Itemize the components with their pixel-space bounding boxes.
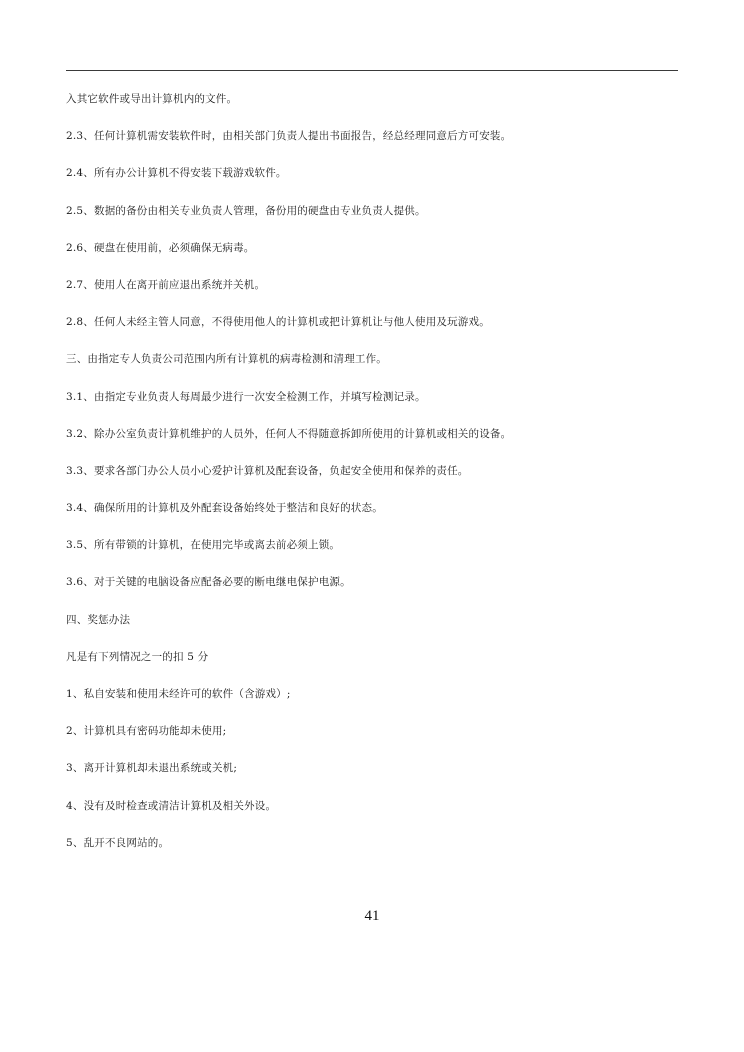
paragraph: 2.7、使用人在离开前应退出系统并关机。 [66, 278, 266, 291]
paragraph: 3.6、对于关键的电脑设备应配备必要的断电继电保护电源。 [66, 576, 351, 589]
paragraph: 2.8、任何人未经主管人同意，不得使用他人的计算机或把计算机让与他人使用及玩游戏。 [66, 316, 490, 329]
section-heading: 四、奖惩办法 [66, 613, 131, 626]
paragraph: 3.1、由指定专业负责人每周最少进行一次安全检测工作，并填写检测记录。 [66, 390, 426, 403]
paragraph: 3.5、所有带锁的计算机，在使用完毕或离去前必须上锁。 [66, 539, 341, 552]
list-item: 3、离开计算机却未退出系统或关机; [66, 762, 238, 775]
list-item: 2、计算机具有密码功能却未使用; [66, 725, 227, 738]
paragraph: 2.6、硬盘在使用前，必须确保无病毒。 [66, 241, 255, 254]
paragraph: 3.2、除办公室负责计算机维护的人员外，任何人不得随意拆卸所使用的计算机或相关的设备。 [66, 427, 512, 440]
header-rule [66, 70, 678, 71]
document-body [66, 92, 678, 873]
paragraph: 2.3、任何计算机需安装软件时，由相关部门负责人提出书面报告，经总经理同意后方可安装。 [66, 130, 512, 143]
paragraph: 2.5、数据的备份由相关专业负责人管理，备份用的硬盘由专业负责人提供。 [66, 204, 426, 217]
paragraph: 2.4、所有办公计算机不得安装下载游戏软件。 [66, 167, 287, 180]
page-number: 41 [364, 908, 380, 924]
paragraph: 凡是有下列情况之一的扣 5 分 [66, 650, 209, 663]
list-item: 1、私自安装和使用未经许可的软件（含游戏）; [66, 688, 291, 700]
list-item: 4、没有及时检查或清洁计算机及相关外设。 [66, 799, 277, 812]
section-heading: 三、由指定专人负责公司范围内所有计算机的病毒检测和清理工作。 [66, 353, 387, 366]
list-item: 5、乱开不良网站的。 [66, 836, 170, 849]
paragraph: 入其它软件或导出计算机内的文件。 [66, 93, 238, 105]
paragraph: 3.4、确保所用的计算机及外配套设备始终处于整洁和良好的状态。 [66, 502, 383, 515]
paragraph: 3.3、要求各部门办公人员小心爱护计算机及配套设备，负起安全使用和保养的责任。 [66, 464, 469, 477]
